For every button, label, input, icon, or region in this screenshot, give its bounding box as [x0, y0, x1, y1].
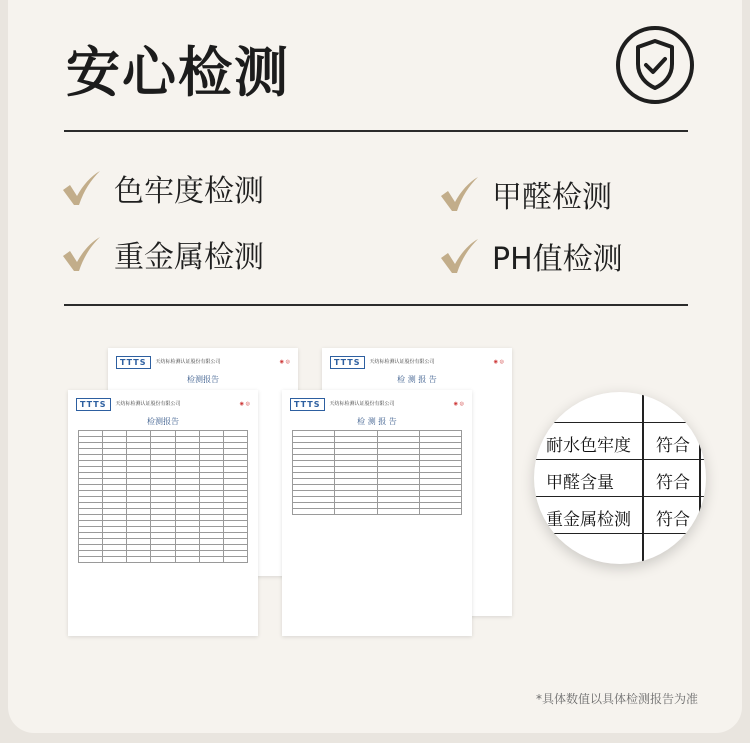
report-page-front-left — [68, 390, 258, 636]
report-company: 天纺标检测认证股份有限公司 — [329, 400, 395, 407]
report-logo: TTTS — [290, 398, 325, 411]
report-logo: TTTS — [76, 398, 111, 411]
check-icon — [438, 236, 480, 276]
feature-label: PH值检测 — [492, 242, 623, 277]
feature-color-fastness — [60, 166, 264, 210]
feature-label: 甲醛检测 — [492, 180, 612, 215]
check-icon — [60, 168, 102, 208]
report-logo: TTTS — [330, 356, 365, 369]
check-icon — [60, 234, 102, 274]
content-card — [8, 0, 742, 733]
report-logo: TTTS — [116, 356, 151, 369]
page-title: 安心检测 — [66, 41, 290, 104]
result-value: 符合 — [656, 436, 690, 456]
report-company: 天纺标检测认证股份有限公司 — [115, 400, 181, 407]
report-title: 检 测 报 告 — [397, 375, 437, 384]
check-icon — [438, 174, 480, 214]
result-item: 甲醛含量 — [546, 473, 614, 493]
report-table — [78, 430, 248, 563]
result-row — [534, 459, 706, 496]
feature-formaldehyde — [438, 172, 612, 216]
result-row — [534, 496, 706, 533]
feature-label: 色牢度检测 — [114, 174, 264, 209]
feature-label: 重金属检测 — [114, 240, 264, 275]
magnified-result-table — [534, 392, 706, 564]
result-row — [534, 422, 706, 459]
feature-heavy-metal — [60, 232, 264, 276]
result-item: 重金属检测 — [546, 510, 631, 530]
result-item: 耐水色牢度 — [546, 436, 631, 456]
shield-check-icon — [614, 24, 696, 106]
accreditation-marks: ◉ ◎ — [493, 359, 504, 365]
divider-top — [64, 130, 688, 132]
result-row-empty — [534, 533, 706, 564]
report-title: 检 测 报 告 — [357, 417, 397, 426]
report-table — [292, 430, 462, 515]
footnote: *具体数值以具体检测报告为准 — [536, 692, 699, 706]
accreditation-marks: ◉ ◎ — [279, 359, 290, 365]
report-company: 天纺标检测认证股份有限公司 — [155, 358, 221, 365]
result-value: 符合 — [656, 473, 690, 493]
divider-bottom — [64, 304, 688, 306]
accreditation-marks: ◉ ◎ — [453, 401, 464, 407]
feature-ph — [438, 234, 623, 278]
report-company: 天纺标检测认证股份有限公司 — [369, 358, 435, 365]
report-page-front-right — [282, 390, 472, 636]
result-value: 符合 — [656, 510, 690, 530]
report-title: 检测报告 — [187, 375, 219, 384]
report-title: 检测报告 — [147, 417, 179, 426]
accreditation-marks: ◉ ◎ — [239, 401, 250, 407]
